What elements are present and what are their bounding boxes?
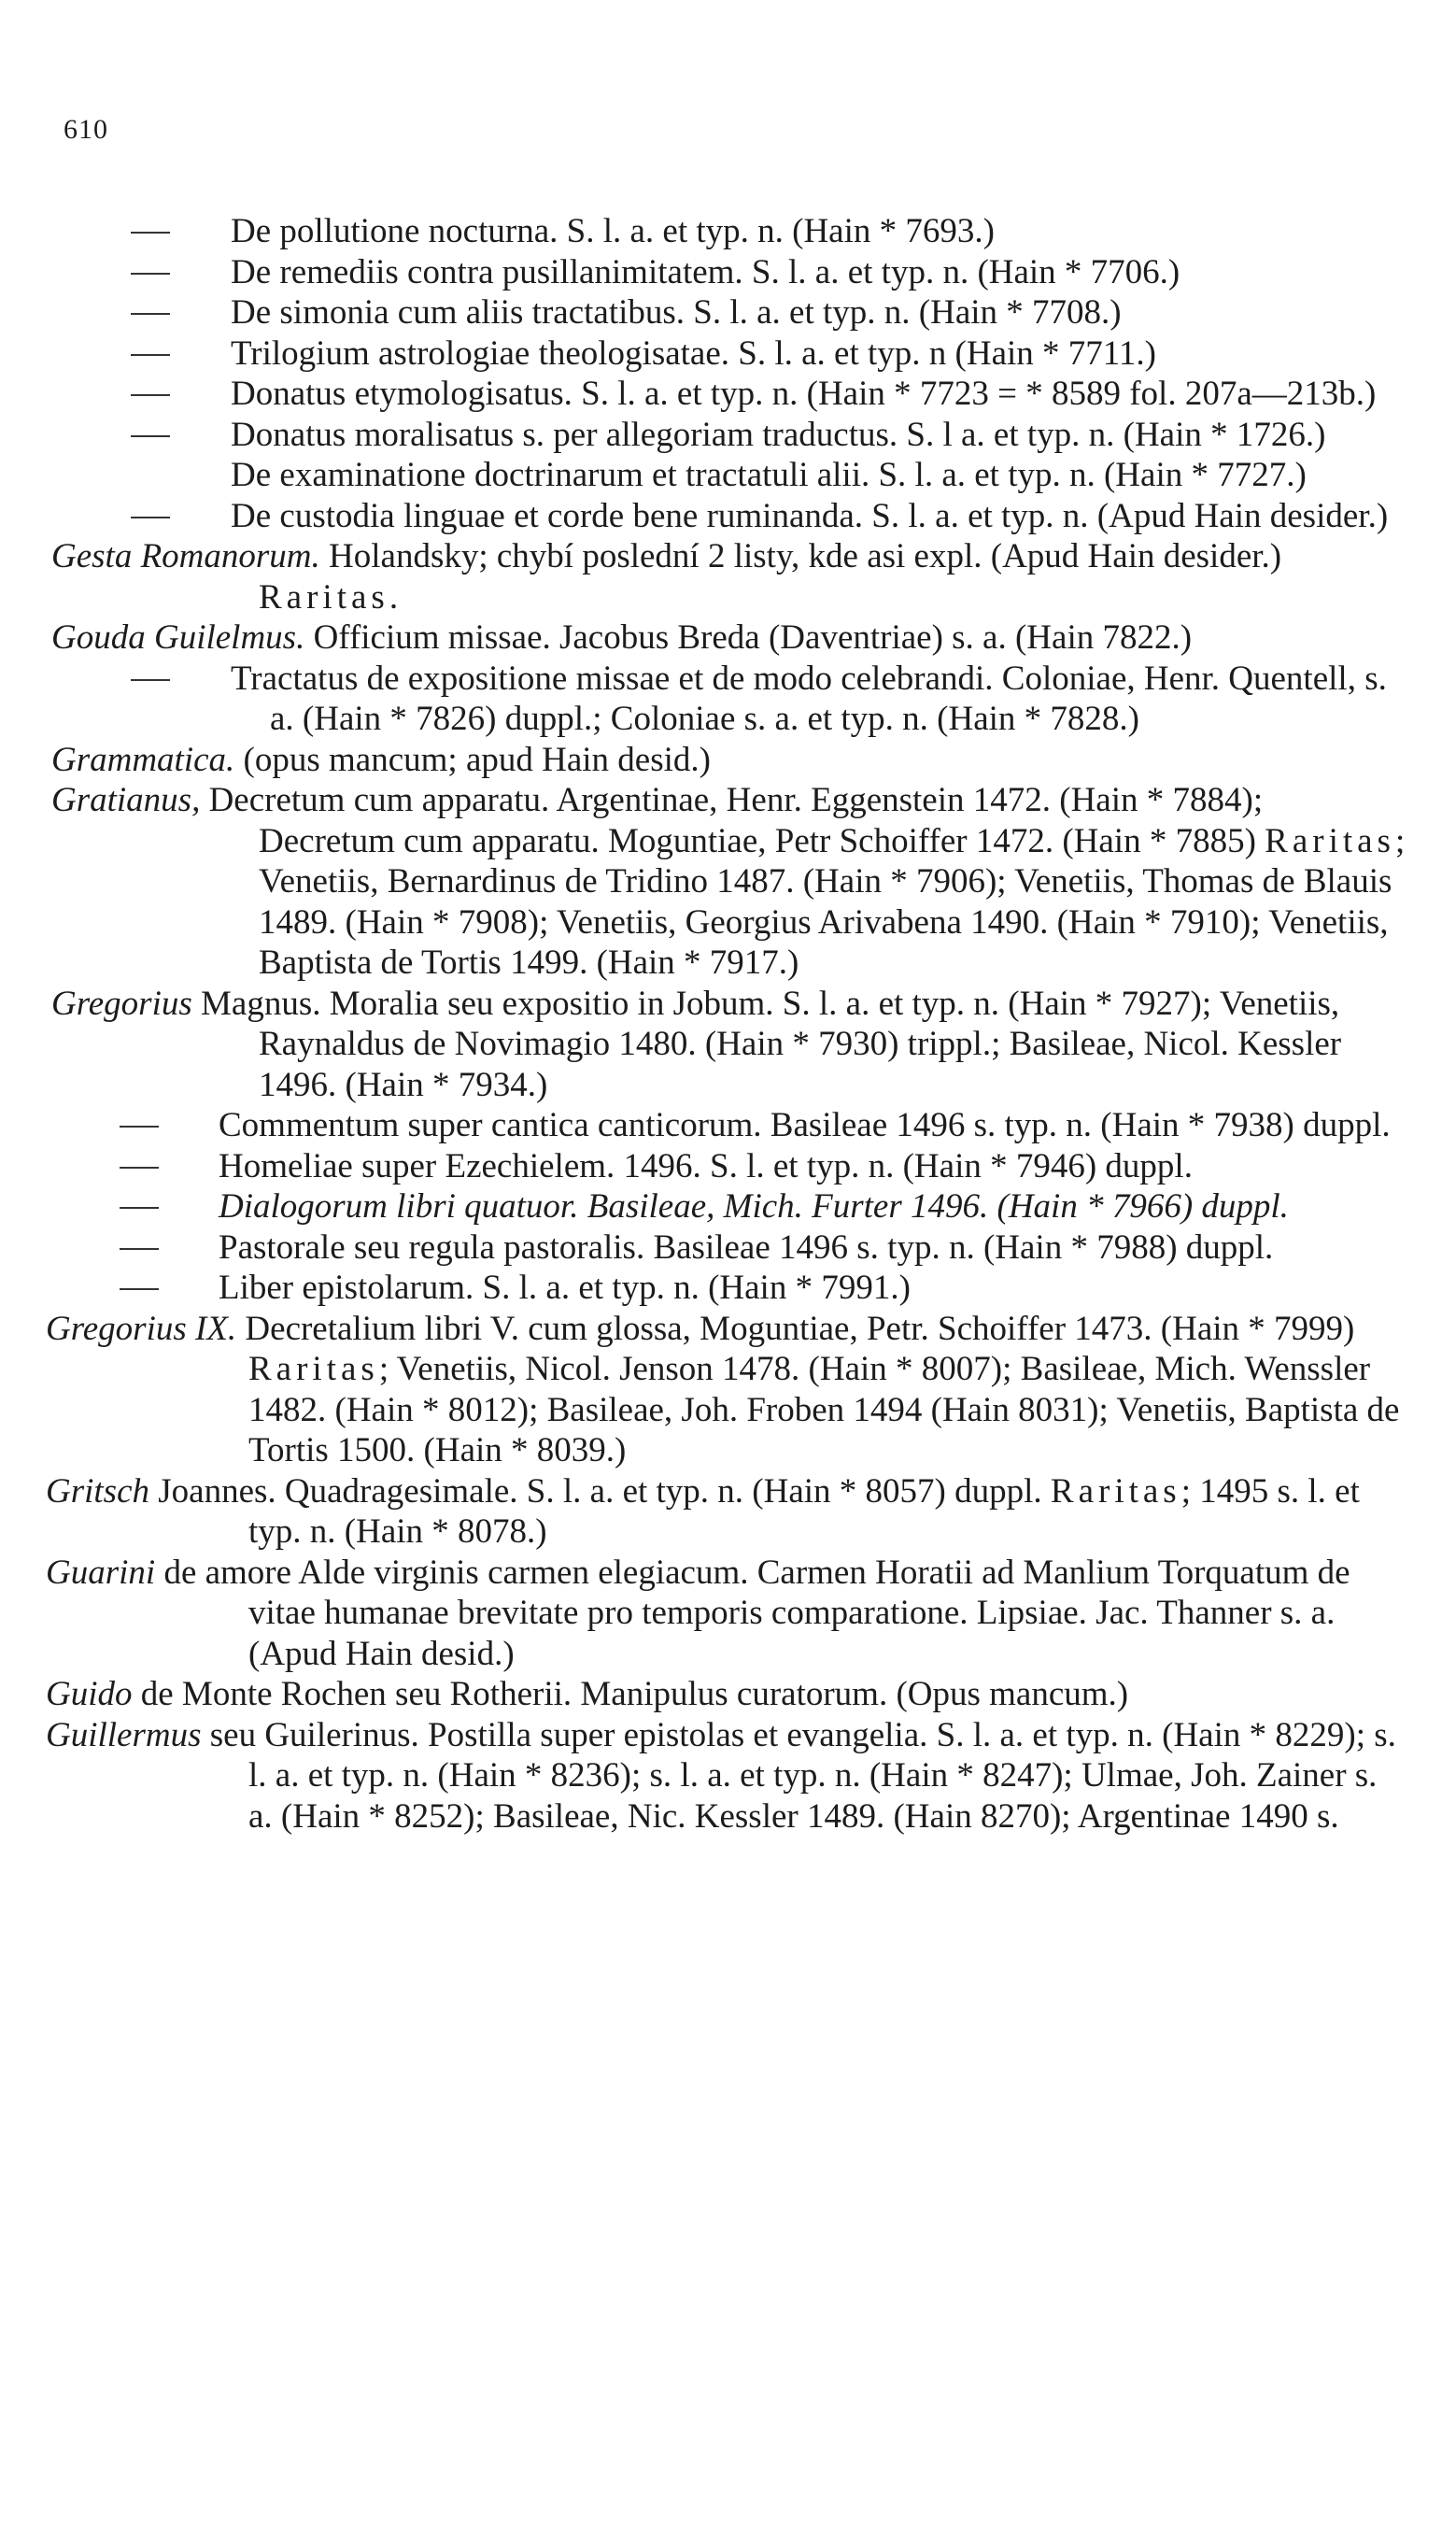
main-entry: [0, 1471, 1456, 1553]
entry-text: (opus mancum; apud Hain desid.): [234, 740, 711, 779]
sub-entry: [0, 1105, 1456, 1146]
ditto-dash: [120, 1288, 159, 1290]
sub-entry: [0, 1227, 1456, 1269]
ditto-dash: [131, 313, 170, 315]
entry-text: Donatus moralisatus s. per allegoriam traductus. S. l a. et typ. n. (Hain * 1726.): [231, 415, 1326, 454]
entry-text: De examinatione doctrinarum et tractatuli alii. S. l. a. et typ. n. (Hain * 7727.): [231, 456, 1307, 494]
entry-text: Trilogium astrologiae theologisatae. S. l. a. et typ. n (Hain * 7711.): [231, 333, 1156, 373]
entry-headword: Gouda Guilelmus.: [51, 618, 305, 657]
entry-text: Magnus. Moralia seu expositio in Jobum. S. l. a. et typ. n. (Hain * 7927); Venetiis, Raynaldus de Novimagio 1480. (Hain * 7930) trippl.; Basileae, Nicol. Kessler 1496. (Hain * 7934.): [191, 984, 1342, 1104]
sub-entry: [0, 1268, 1456, 1309]
entry-text: ; Venetiis, Nicol. Jenson 1478. (Hain * 8007); Basileae, Mich. Wenssler 1482. (Hain * 8012); Basileae, Joh. Froben 1494 (Hain 8031); Venetiis, Baptista de Tortis 1500. (Hain * 8039.): [248, 1350, 1400, 1469]
main-entry: [0, 617, 1456, 659]
entry-headword: Gesta Romanorum.: [51, 537, 320, 575]
main-entry: [0, 780, 1456, 984]
ditto-dash: [131, 394, 170, 396]
entry-text: Liber epistolarum. S. l. a. et typ. n. (Hain * 7991.): [219, 1269, 911, 1307]
ditto-dash: [120, 1167, 159, 1169]
entry-text: ; Venetiis, Bernardinus de Tridino 1487. (Hain * 7906); Venetiis, Thomas de Blauis 1489. (Hain * 7908); Venetiis, Georgius Arivabena 1490. (Hain * 7910); Venetiis, Baptista de Tortis 1499. (Hain * 7917.): [259, 821, 1406, 982]
entry-text: De pollutione nocturna. S. l. a. et typ. n. (Hain * 7693.): [231, 212, 995, 250]
entry-text: Homeliae super Ezechielem. 1496. S. l. et typ. n. (Hain * 7946) duppl.: [219, 1146, 1193, 1185]
entry-headword: Gregorius IX.: [46, 1309, 237, 1348]
catalogue-entries: [0, 211, 1456, 1837]
entry-headword: Gratianus,: [51, 781, 201, 819]
entry-text: De custodia linguae et corde bene ruminanda. S. l. a. et typ. n. (Apud Hain desider.): [231, 496, 1389, 535]
rarity-mark: Raritas: [1050, 1471, 1181, 1511]
ditto-dash: [131, 435, 170, 437]
main-entry: [0, 1674, 1456, 1715]
entry-text: de amore Alde virginis carmen elegiacum. Carmen Horatii ad Manlium Torquatum de vitae humanae brevitate pro temporis comparatione. Lipsiae. Jac. Thanner s. a. (Apud Hain desid.): [155, 1553, 1350, 1673]
entry-text: Pastorale seu regula pastoralis. Basileae 1496 s. typ. n. (Hain * 7988) duppl.: [219, 1227, 1274, 1267]
ditto-dash: [120, 1207, 159, 1209]
entry-text: Holandsky; chybí poslední 2 listy, kde asi expl. (Apud Hain desider.): [319, 537, 1282, 575]
sub-entry: [0, 292, 1456, 333]
sub-entry: [0, 1146, 1456, 1187]
entry-headword: Guillermus: [46, 1715, 202, 1754]
entry-text: .: [389, 577, 399, 617]
ditto-dash: [120, 1248, 159, 1250]
entry-headword: Grammatica.: [51, 740, 235, 779]
sub-entry: [0, 659, 1456, 740]
entry-text: Decretum cum apparatu. Argentinae, Henr. Eggenstein 1472. (Hain * 7884); Decretum cum apparatu. Moguntiae, Petr Schoiffer 1472. (Hain * 7885): [200, 781, 1265, 860]
sub-entry: [0, 374, 1456, 415]
entry-headword: Gregorius: [51, 984, 192, 1023]
page-number: 610: [64, 114, 108, 145]
sub-entry: [0, 252, 1456, 293]
entry-text: Officium missae. Jacobus Breda (Daventriae) s. a. (Hain 7822.): [304, 618, 1193, 657]
main-entry: [0, 740, 1456, 781]
main-entry: [0, 1715, 1456, 1838]
entry-text: Dialogorum libri quatuor. Basileae, Mich. Furter 1496. (Hain * 7966) duppl.: [219, 1187, 1289, 1226]
ditto-dash: [131, 517, 170, 518]
entry-text: de Monte Rochen seu Rotherii. Manipulus curatorum. (Opus mancum.): [132, 1675, 1129, 1713]
ditto-dash: [131, 354, 170, 356]
entry-text: seu Guilerinus. Postilla super epistolas et evangelia. S. l. a. et typ. n. (Hain * 8229); s. l. a. et typ. n. (Hain * 8236); s. l. a. et typ. n. (Hain * 8247); Ulmae, Joh. Zainer s. a. (Hain * 8252); Basileae, Nic. Kessler 1489. (Hain 8270); Argentinae 1490 s.: [201, 1715, 1396, 1836]
ditto-dash: [131, 273, 170, 275]
rarity-mark: Raritas: [248, 1350, 379, 1388]
entry-text: Donatus etymologisatus. S. l. a. et typ. n. (Hain * 7723 = * 8589 fol. 207a—213b.): [231, 375, 1377, 413]
entry-text: De remediis contra pusillanimitatem. S. l. a. et typ. n. (Hain * 7706.): [231, 252, 1180, 291]
sub-entry: [0, 455, 1456, 496]
sub-entry: [0, 1186, 1456, 1227]
entry-text: De simonia cum aliis tractatibus. S. l. a. et typ. n. (Hain * 7708.): [231, 293, 1122, 332]
entry-headword: Guarini: [46, 1553, 156, 1592]
ditto-dash: [131, 232, 170, 234]
entry-headword: Guido: [46, 1675, 133, 1713]
main-entry: [0, 1553, 1456, 1675]
entry-text: ; 1495 s. l. et typ. n. (Hain * 8078.): [248, 1471, 1360, 1551]
rarity-mark: Raritas: [259, 577, 389, 617]
entry-text: Joannes. Quadragesimale. S. l. a. et typ. n. (Hain * 8057) duppl.: [149, 1471, 1051, 1511]
entry-headword: Gritsch: [46, 1471, 149, 1511]
rarity-mark: Raritas: [1265, 821, 1395, 860]
entry-text: Decretalium libri V. cum glossa, Moguntiae, Petr. Schoiffer 1473. (Hain * 7999): [236, 1309, 1355, 1348]
ditto-dash: [120, 1126, 159, 1128]
main-entry: [0, 984, 1456, 1106]
main-entry: [0, 1309, 1456, 1471]
entry-text: Commentum super cantica canticorum. Basileae 1496 s. typ. n. (Hain * 7938) duppl.: [219, 1106, 1391, 1144]
sub-entry: [0, 415, 1456, 456]
sub-entry: [0, 211, 1456, 252]
sub-entry: [0, 496, 1456, 537]
entry-text: Tractatus de expositione missae et de modo celebrandi. Coloniae, Henr. Quentell, s. a. (Hain * 7826) duppl.; Coloniae s. a. et typ. n. (Hain * 7828.): [231, 659, 1387, 738]
main-entry: [0, 536, 1456, 617]
ditto-dash: [131, 679, 170, 681]
sub-entry: [0, 333, 1456, 375]
